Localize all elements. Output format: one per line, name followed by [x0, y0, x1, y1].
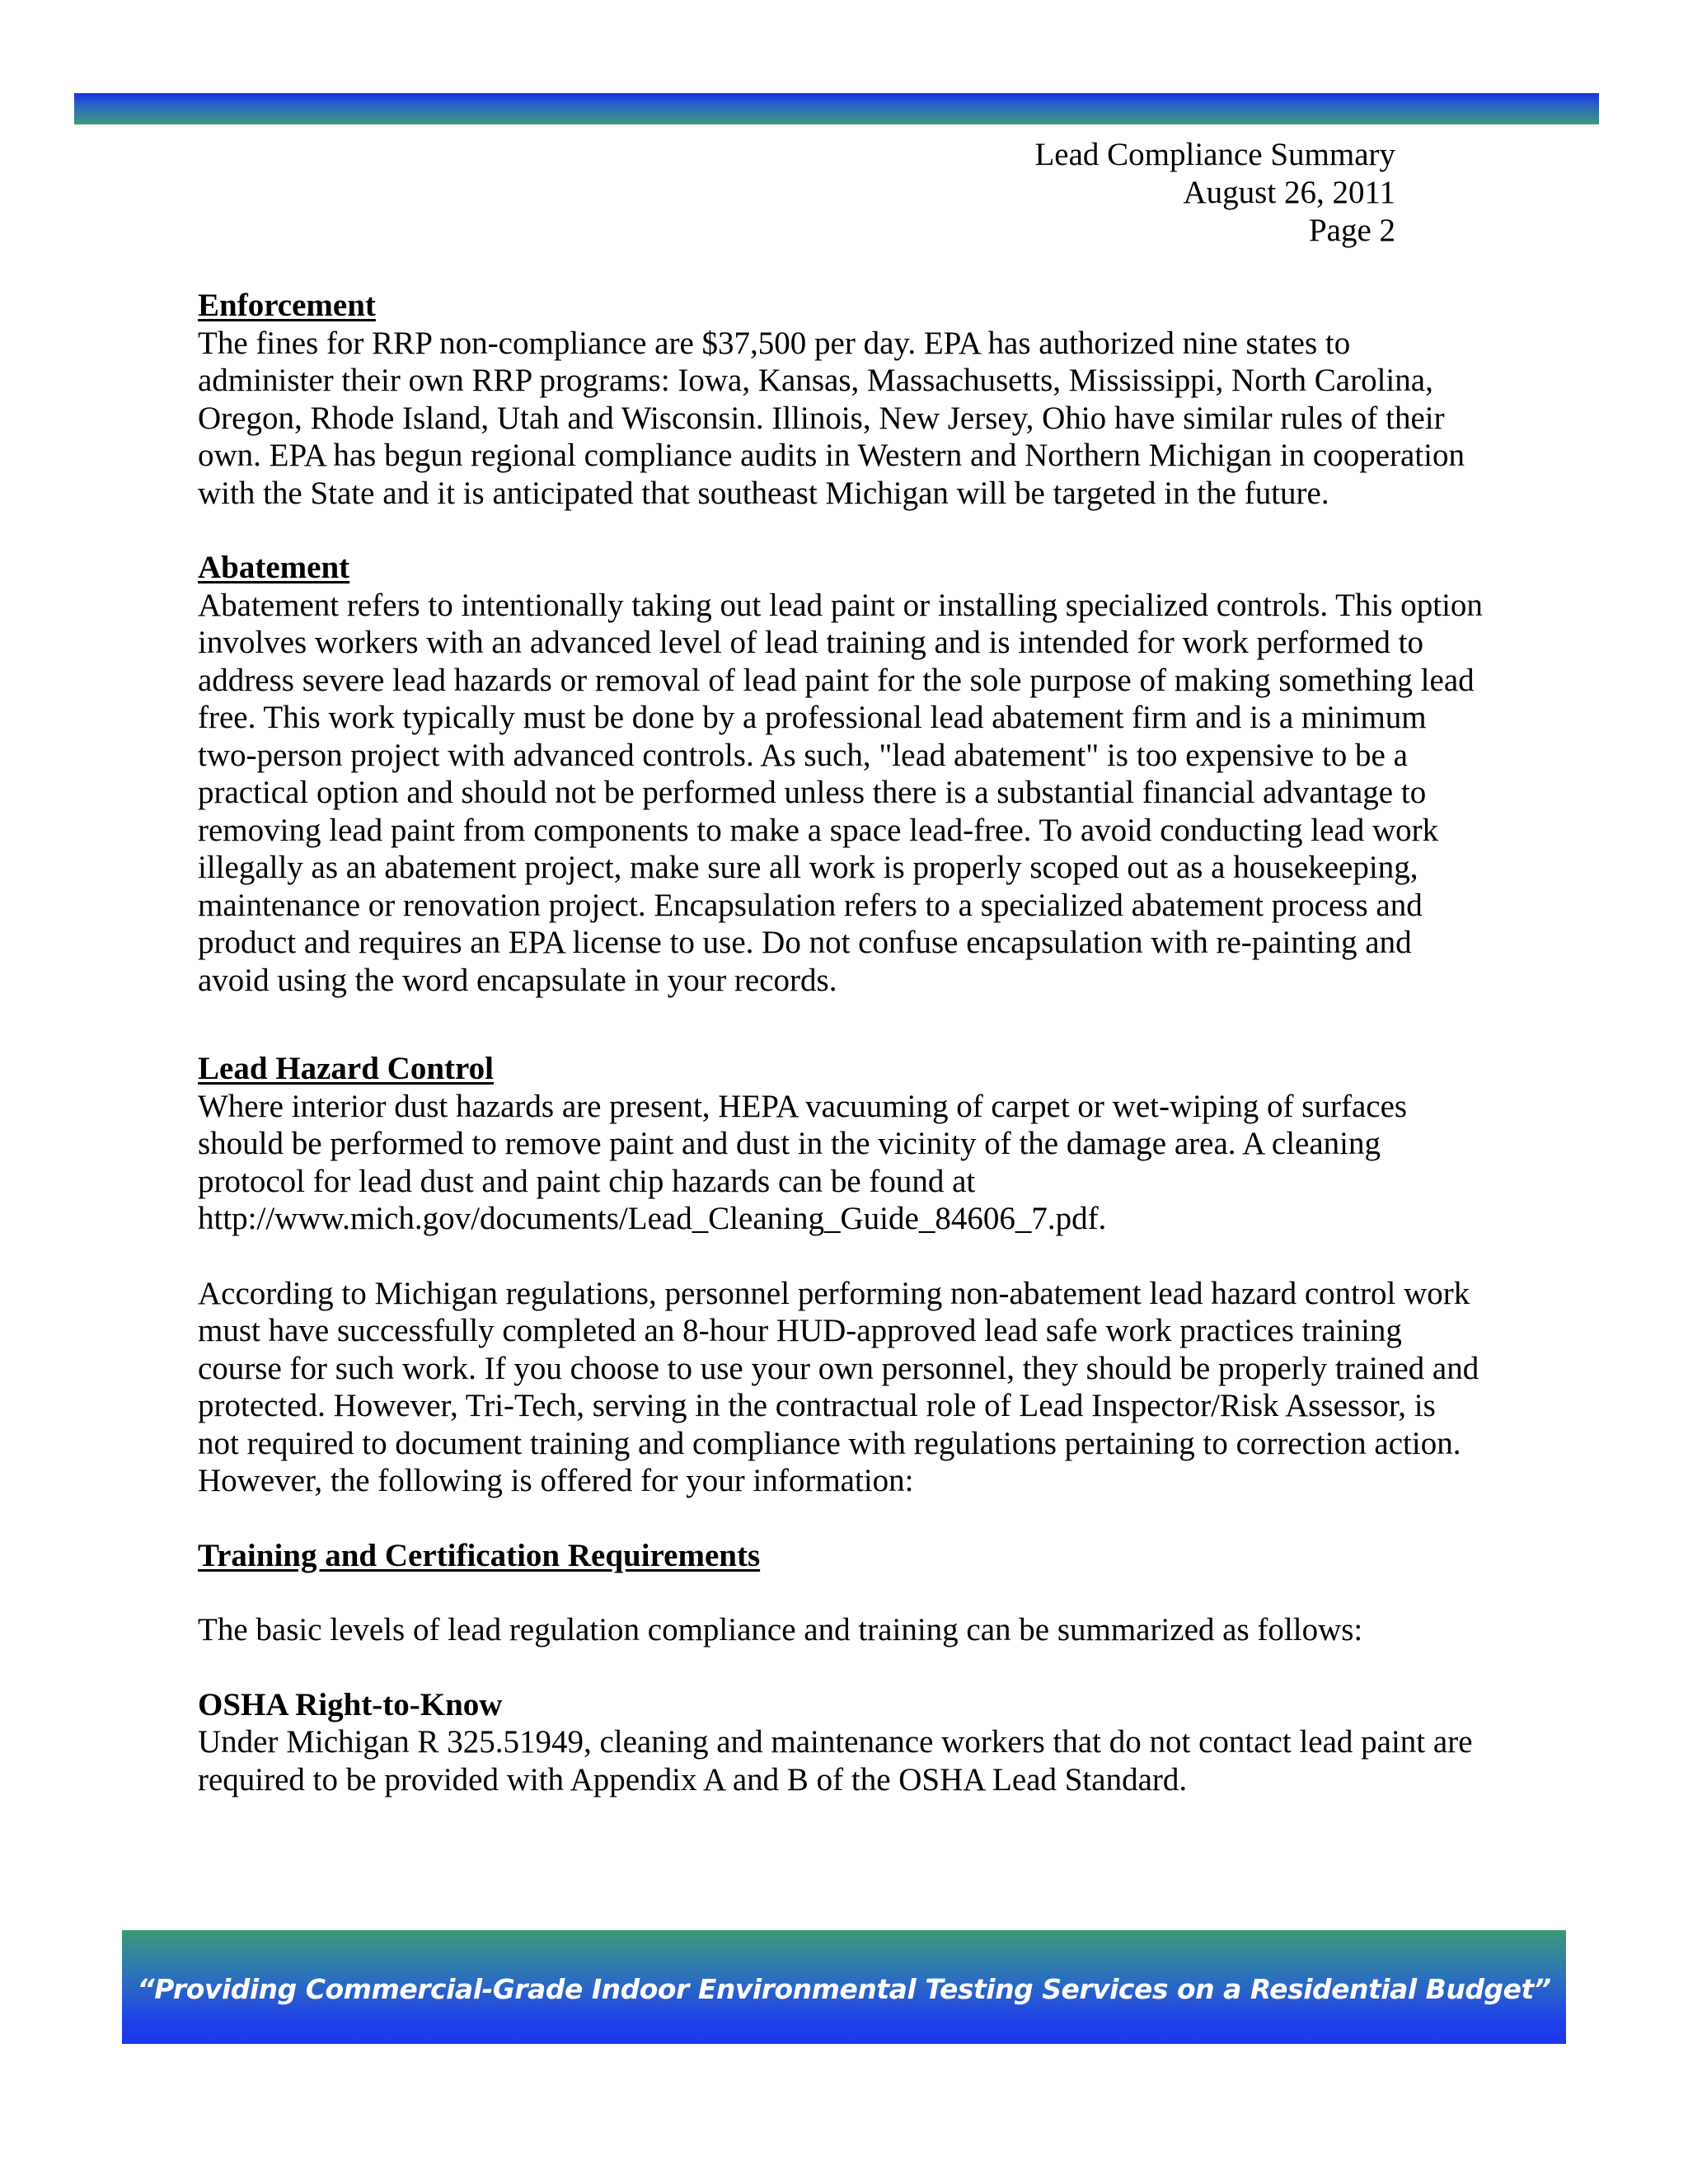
section-abatement	[198, 549, 1484, 999]
header-decorative-bar	[74, 93, 1599, 124]
section-heading-abatement: Abatement	[198, 550, 350, 585]
section-body-osha: Under Michigan R 325.51949, cleaning and maintenance workers that do not contact lead paint are required to be provided with Appendix A and B of the OSHA Lead Standard.	[198, 1724, 1473, 1797]
section-heading-lead-hazard-control: Lead Hazard Control	[198, 1051, 494, 1086]
footer-tagline: “Providing Commercial-Grade Indoor Environmental Testing Services on a Residential Budget”	[137, 1973, 1551, 2005]
section-michigan-regulations	[198, 1275, 1484, 1500]
section-body-michigan-regulations: According to Michigan regulations, personnel performing non-abatement lead hazard control work must have successfully completed an 8-hour HUD-approved lead safe work practices training course for such work. If you choose to use your own personnel, they should be properly trained and protected. However, Tri-Tech, serving in the contractual role of Lead Inspector/Risk Assessor, is not required to document training and compliance with regulations pertaining to correction action. However, the following is offered for your information:	[198, 1275, 1479, 1498]
section-training	[198, 1537, 1484, 1575]
document-date: August 26, 2011	[1183, 175, 1395, 210]
section-osha	[198, 1686, 1484, 1799]
section-body-abatement: Abatement refers to intentionally taking out lead paint or installing specialized controls. This option involves workers with an advanced level of lead training and is intended for work performed to address severe lead hazards or removal of lead paint for the sole purpose of making something lead free. This work typically must be done by a professional lead abatement firm and is a minimum two-person project with advanced controls. As such, "lead abatement" is too expensive to be a practical option and should not be performed unless there is a substantial financial advantage to removing lead paint from components to make a space lead-free. To avoid conducting lead work illegally as an abatement project, make sure all work is properly scoped out as a housekeeping, maintenance or renovation project. Encapsulation refers to a specialized abatement process and product and requires an EPA license to use. Do not confuse encapsulation with re-painting and avoid using the word encapsulate in your records.	[198, 587, 1483, 998]
section-body-lead-hazard-control: Where interior dust hazards are present, HEPA vacuuming of carpet or wet-wiping of surfaces should be performed to remove paint and dust in the vicinity of the damage area. A cleaning protocol for lead dust and paint chip hazards can be found at http://www.mich.gov/documents/Lead_Cleaning_Guide_84606_7.pdf.	[198, 1088, 1408, 1236]
section-training-summary	[198, 1611, 1484, 1649]
section-heading-enforcement: Enforcement	[198, 288, 376, 323]
document-body	[198, 287, 1484, 1835]
page-number: Page 2	[1308, 213, 1395, 248]
section-heading-osha: OSHA Right-to-Know	[198, 1686, 503, 1722]
section-body-training: The basic levels of lead regulation compliance and training can be summarized as follows:	[198, 1612, 1363, 1647]
footer-banner	[122, 1930, 1566, 2044]
section-body-enforcement: The fines for RRP non-compliance are $37,500 per day. EPA has authorized nine states to administer their own RRP programs: Iowa, Kansas, Massachusetts, Mississippi, North Carolina, Oregon, Rhode Island, Utah and Wisconsin. Illinois, New Jersey, Ohio have similar rules of their own. EPA has begun regional compliance audits in Western and Northern Michigan in cooperation with the State and it is anticipated that southeast Michigan will be targeted in the future.	[198, 325, 1465, 511]
page-header	[1034, 136, 1395, 250]
section-enforcement	[198, 287, 1484, 512]
section-heading-training: Training and Certification Requirements	[198, 1537, 761, 1573]
section-lead-hazard-control	[198, 1050, 1484, 1238]
document-title: Lead Compliance Summary	[1034, 137, 1395, 172]
